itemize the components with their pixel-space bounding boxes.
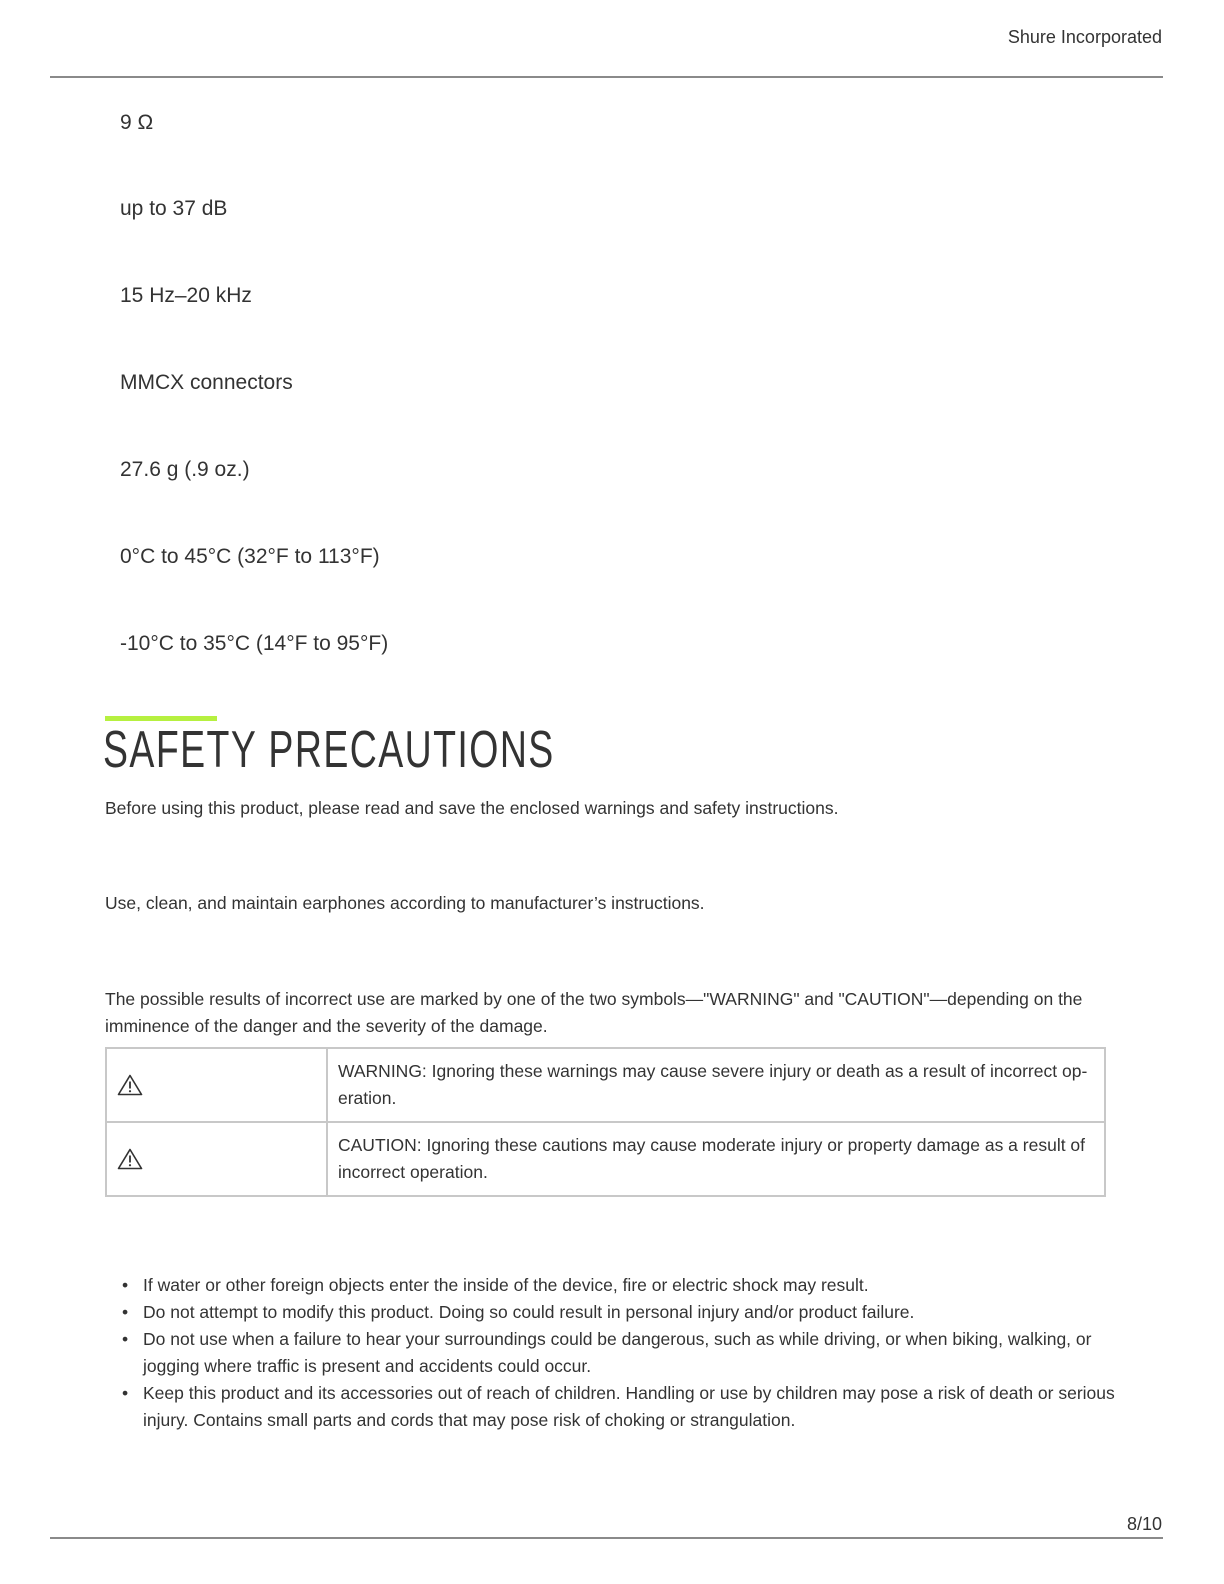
bullet-icon: • [122, 1383, 129, 1403]
warning-bullet-list [105, 1272, 1143, 1434]
header-divider [50, 76, 1163, 78]
list-item-text: Do not attempt to modify this product. Doing so could result in personal injury and/or product failure. [143, 1302, 915, 1322]
list-item-text: If water or other foreign objects enter the inside of the device, fire or electric shock may result. [143, 1275, 869, 1295]
spec-impedance: 9 Ω [120, 111, 154, 134]
list-item-text: Keep this product and its accessories out of reach of children. Handling or use by children may pose a risk of death or serious injury. Contains small parts and cords that may pose risk of choking or strangulation. [143, 1383, 1115, 1430]
symbols-intro: The possible results of incorrect use are marked by one of the two symbols—"WARNING" and "CAUTION"—depending on the imminence of the danger and the severity of the damage. [105, 989, 1083, 1036]
list-item [122, 1326, 1143, 1380]
list-item-text: Do not use when a failure to hear your surroundings could be dangerous, such as while driving, or when biking, walking, or jogging where traffic is present and accidents could occur. [143, 1329, 1092, 1376]
legend-symbol-cell [106, 1122, 327, 1196]
maintenance-note: Use, clean, and maintain earphones according to manufacturer’s instructions. [105, 893, 705, 913]
bullet-icon: • [122, 1275, 129, 1295]
section-title: SAFETY PRECAUTIONS [103, 721, 555, 779]
warning-triangle-icon [117, 1074, 316, 1096]
warning-triangle-icon [117, 1148, 316, 1170]
legend-symbol-cell [106, 1048, 327, 1122]
list-item [122, 1272, 1143, 1299]
legend-warning-text: WARNING: Ignoring these warnings may cause severe injury or death as a result of incorrect operation. [327, 1048, 1105, 1122]
header-company-name: Shure Incorporated [1007, 27, 1162, 47]
legend-row-caution [106, 1122, 1105, 1196]
spec-noise-isolation: up to 37 dB [120, 197, 228, 220]
bullet-icon: • [122, 1302, 129, 1322]
safety-intro: Before using this product, please read and save the enclosed warnings and safety instructions. [105, 798, 839, 818]
spec-operating-temperature: 0°C to 45°C (32°F to 113°F) [120, 545, 380, 568]
bullet-icon: • [122, 1329, 129, 1349]
list-item [122, 1299, 1143, 1326]
spec-connectors: MMCX connectors [120, 371, 293, 394]
spec-frequency-range: 15 Hz–20 kHz [120, 284, 252, 307]
spec-weight: 27.6 g (.9 oz.) [120, 458, 250, 481]
spec-storage-temperature: -10°C to 35°C (14°F to 95°F) [120, 632, 389, 655]
symbol-legend-table [105, 1047, 1106, 1197]
footer-divider [50, 1537, 1163, 1539]
list-item [122, 1380, 1143, 1434]
legend-caution-text: CAUTION: Ignoring these cautions may cause moderate injury or property damage as a result of incorrect operation. [327, 1122, 1105, 1196]
legend-row-warning [106, 1048, 1105, 1122]
page-number: 8/10 [1126, 1514, 1162, 1534]
